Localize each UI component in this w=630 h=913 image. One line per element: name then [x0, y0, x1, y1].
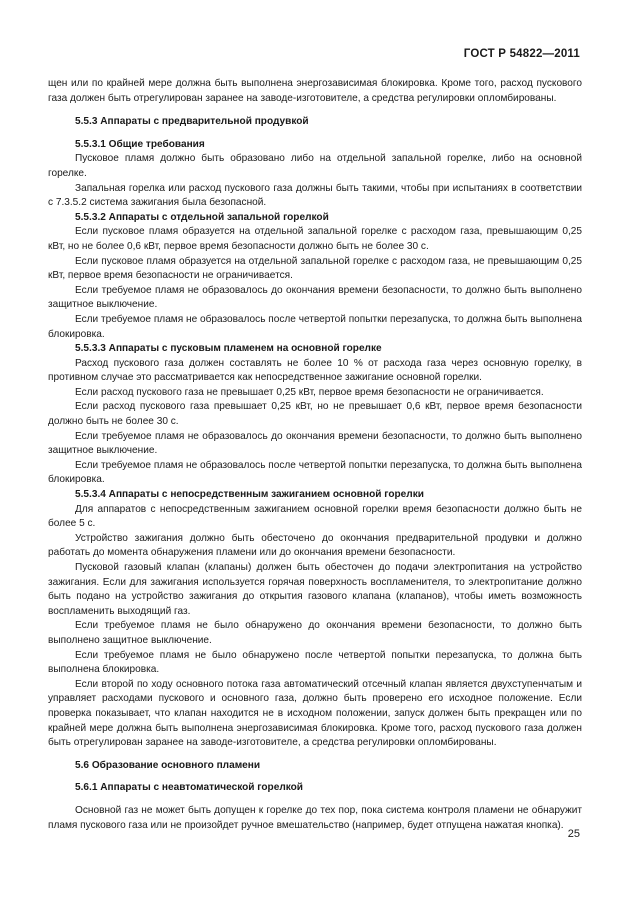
- paragraph: Расход пускового газа должен составлять не более 10 % от расхода газа через основную горелку, в противном случае это рассматривается как непосредственное зажигание основной горелки.: [48, 357, 582, 384]
- paragraph: Если пусковое пламя образуется на отдельной запальной горелке с расходом газа, превышающим 0,25 кВт, но не более 0,6 кВт, первое время безопасности должно быть не более 30 с.: [48, 226, 582, 252]
- section-heading-5-5-3: 5.5.3 Аппараты с предварительной продувкой: [75, 116, 309, 128]
- paragraph: Если требуемое пламя не образовалось после четвертой попытки перезапуска, то должна быть выполнена блокировка.: [48, 313, 582, 340]
- paragraph: Пусковой газовый клапан (клапаны) должен быть обесточен до подачи электропитания на устройство зажигания. Если для зажигания используется горячая поверхность воспламенителя, то электропитание должно быть подано на устройство зажигания до открытия газового клапана (клапанов), чтобы иметь возможность воспламенить выходящий газ.: [48, 562, 582, 617]
- paragraph: Если расход пускового газа превышает 0,25 кВт, но не превышает 0,6 кВт, первое время безопасности должно быть не более 30 с.: [48, 401, 582, 428]
- section-heading-5-5-3-1: 5.5.3.1 Общие требования: [75, 138, 205, 150]
- paragraph: щен или по крайней мере должна быть выполнена энергозависимая блокировка. Кроме того, расход пускового газа должен быть отрегулирован заранее на заводе-изготовителе, а средства регулировки опломбированы.: [48, 78, 582, 104]
- paragraph: Если расход пускового газа не превышает 0,25 кВт, первое время безопасности не ограничивается.: [75, 386, 544, 398]
- standard-header: ГОСТ Р 54822—2011: [463, 48, 580, 60]
- paragraph: Основной газ не может быть допущен к горелке до тех пор, пока система контроля пламени не обнаружит пламя пускового газа или не произойдет ручное вмешательство (например, будет отпущена нажатая кнопка).: [48, 804, 582, 831]
- paragraph: Если второй по ходу основного потока газа автоматический отсечный клапан является двухступенчатым и управляет расходами пускового и основного газа, должно быть проверено его исходное положение. Если проверка показывает, что клапан находится не в исходном положении, запуск должен быть прекращен или по крайней мере должна быть выполнена энергозависимая блокировка. Кроме того, расход пускового газа должен быть отрегулирован заранее на заводе-изготовителе, а средства регулировки опломбированы.: [48, 678, 582, 749]
- paragraph: Если требуемое пламя не было обнаружено до окончания времени безопасности, то должно быть выполнено защитное выключение.: [48, 620, 582, 646]
- section-heading-5-5-3-4: 5.5.3.4 Аппараты с непосредственным зажиганием основной горелки: [75, 489, 424, 501]
- paragraph: Запальная горелка или расход пускового газа должны быть такими, чтобы при испытаниях в соответствии с 7.3.5.2 система зажигания была безопасной.: [48, 182, 582, 209]
- paragraph: Пусковое пламя должно быть образовано либо на отдельной запальной горелке, либо на основной горелке.: [48, 153, 582, 179]
- page-number: 25: [567, 828, 580, 840]
- paragraph: Если требуемое пламя не образовалось после четвертой попытки перезапуска, то должна быть выполнена блокировка.: [48, 459, 582, 486]
- document-body: [48, 77, 582, 833]
- paragraph: Для аппаратов с непосредственным зажиганием основной горелки время безопасности должно быть не более 5 с.: [48, 503, 582, 530]
- section-heading-5-6-1: 5.6.1 Аппараты с неавтоматической горелкой: [75, 782, 304, 794]
- paragraph: Если пусковое пламя образуется на отдельной запальной горелке с расходом газа, не превышающим 0,25 кВт, первое время безопасности не ограничивается.: [48, 255, 582, 282]
- section-heading-5-6: 5.6 Образование основного пламени: [75, 759, 261, 771]
- paragraph: Устройство зажигания должно быть обесточено до окончания предварительной продувки и должно работать до момента обнаружения пламени или до окончания времени безопасности.: [48, 532, 582, 559]
- paragraph: Если требуемое пламя не образовалось до окончания времени безопасности, то должно быть выполнено защитное выключение.: [48, 430, 582, 457]
- paragraph: Если требуемое пламя не образовалось до окончания времени безопасности, то должно быть выполнено защитное выключение.: [48, 284, 582, 311]
- section-heading-5-5-3-2: 5.5.3.2 Аппараты с отдельной запальной горелкой: [75, 211, 329, 223]
- section-heading-5-5-3-3: 5.5.3.3 Аппараты с пусковым пламенем на основной горелке: [75, 343, 382, 355]
- paragraph: Если требуемое пламя не было обнаружено после четвертой попытки перезапуска, то должна быть выполнена блокировка.: [48, 649, 582, 676]
